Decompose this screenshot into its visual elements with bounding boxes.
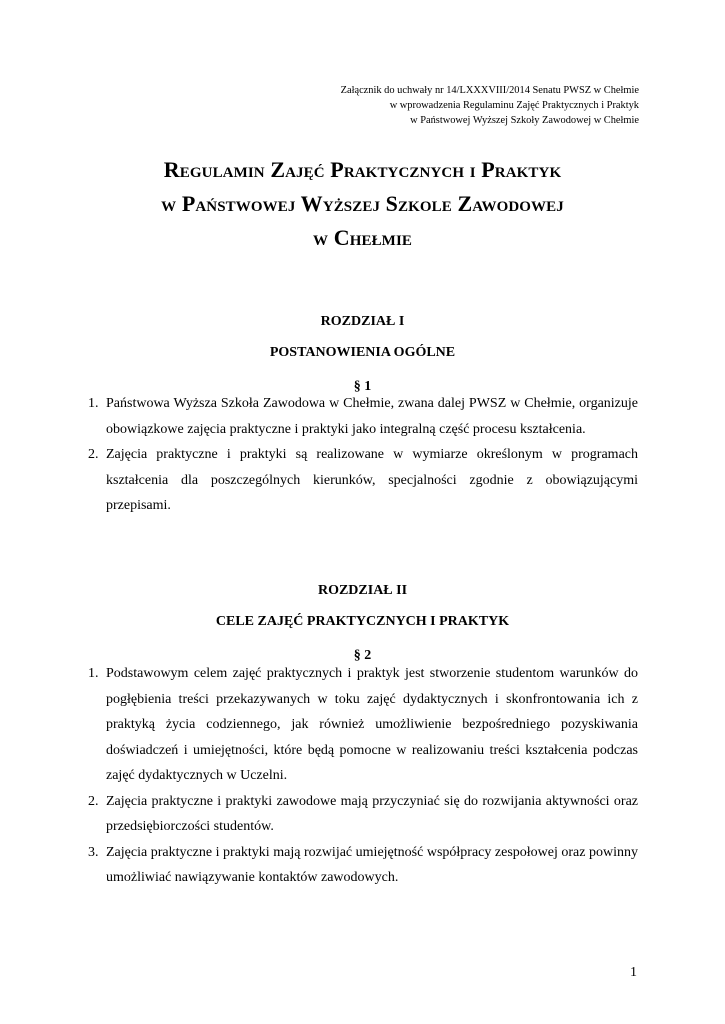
clause-item	[88, 391, 638, 442]
title-line-2: w Państwowej Wyższej Szkole Zawodowej	[161, 191, 564, 216]
clause-number: 1.	[88, 396, 99, 411]
clause-text: Państwowa Wyższa Szkoła Zawodowa w Chełmie, zwana dalej PWSZ w Chełmie, organizuje obowiązkowe zajęcia praktyczne i praktyki jako integralną część procesu kształcenia.	[106, 396, 638, 437]
chapter-2-clause-list	[88, 661, 638, 891]
chapter-1-clause-list	[88, 391, 638, 519]
annex-note	[219, 83, 639, 128]
clause-number: 1.	[88, 666, 99, 681]
chapter-2-heading: ROZDZIAŁ II	[317, 583, 408, 598]
title-line-3: w Chełmie	[313, 225, 412, 250]
clause-item	[88, 661, 638, 789]
annex-line-2: w wprowadzenia Regulaminu Zajęć Praktycznych i Praktyk	[389, 100, 639, 111]
clause-number: 3.	[88, 844, 99, 860]
annex-line-3: w Państwowej Wyższej Szkoły Zawodowej w Chełmie	[410, 115, 639, 126]
clause-text: Zajęcia praktyczne i praktyki są realizowane w wymiarze określonym w programach kształcenia dla poszczególnych kierunków, specjalności zgodnie z obowiązującymi przepisami.	[106, 447, 638, 513]
paragraph-1-marker: § 1	[353, 379, 372, 394]
clause-text: Zajęcia praktyczne i praktyki zawodowe mają przyczyniać się do rozwijania aktywności oraz przedsiębiorczości studentów.	[106, 793, 638, 834]
clause-item	[88, 840, 638, 891]
document-title	[60, 153, 665, 255]
clause-item	[88, 789, 638, 840]
page-number: 1	[630, 965, 637, 980]
clause-text: Zajęcia praktyczne i praktyki mają rozwijać umiejętność współpracy zespołowej oraz powinny umożliwiać nawiązywanie kontaktów zawodowych.	[106, 844, 638, 885]
clause-number: 2.	[88, 793, 99, 809]
chapter-1-heading: ROZDZIAŁ I	[320, 314, 405, 329]
paragraph-2-marker: § 2	[353, 648, 372, 663]
clause-number: 2.	[88, 447, 99, 462]
title-line-1: Regulamin Zajęć Praktycznych i Praktyk	[163, 157, 562, 182]
annex-line-1: Załącznik do uchwały nr 14/LXXXVIII/2014 Senatu PWSZ w Chełmie	[340, 85, 639, 96]
clause-item	[88, 442, 638, 519]
chapter-1-subheading: POSTANOWIENIA OGÓLNE	[269, 345, 456, 360]
clause-text: Podstawowym celem zajęć praktycznych i praktyk jest stworzenie studentom warunków do pogłębienia treści przekazywanych w toku zajęć dydaktycznych i skonfrontowania ich z praktyką życia codziennego, jak również umożliwienie bezpośredniego pozyskiwania doświadczeń i umiejętności, które będą pomocne w realizowaniu treści kształcenia podczas zajęć dydaktycznych w Uczelni.	[106, 666, 638, 783]
chapter-2-subheading: CELE ZAJĘĆ PRAKTYCZNYCH I PRAKTYK	[215, 614, 510, 629]
